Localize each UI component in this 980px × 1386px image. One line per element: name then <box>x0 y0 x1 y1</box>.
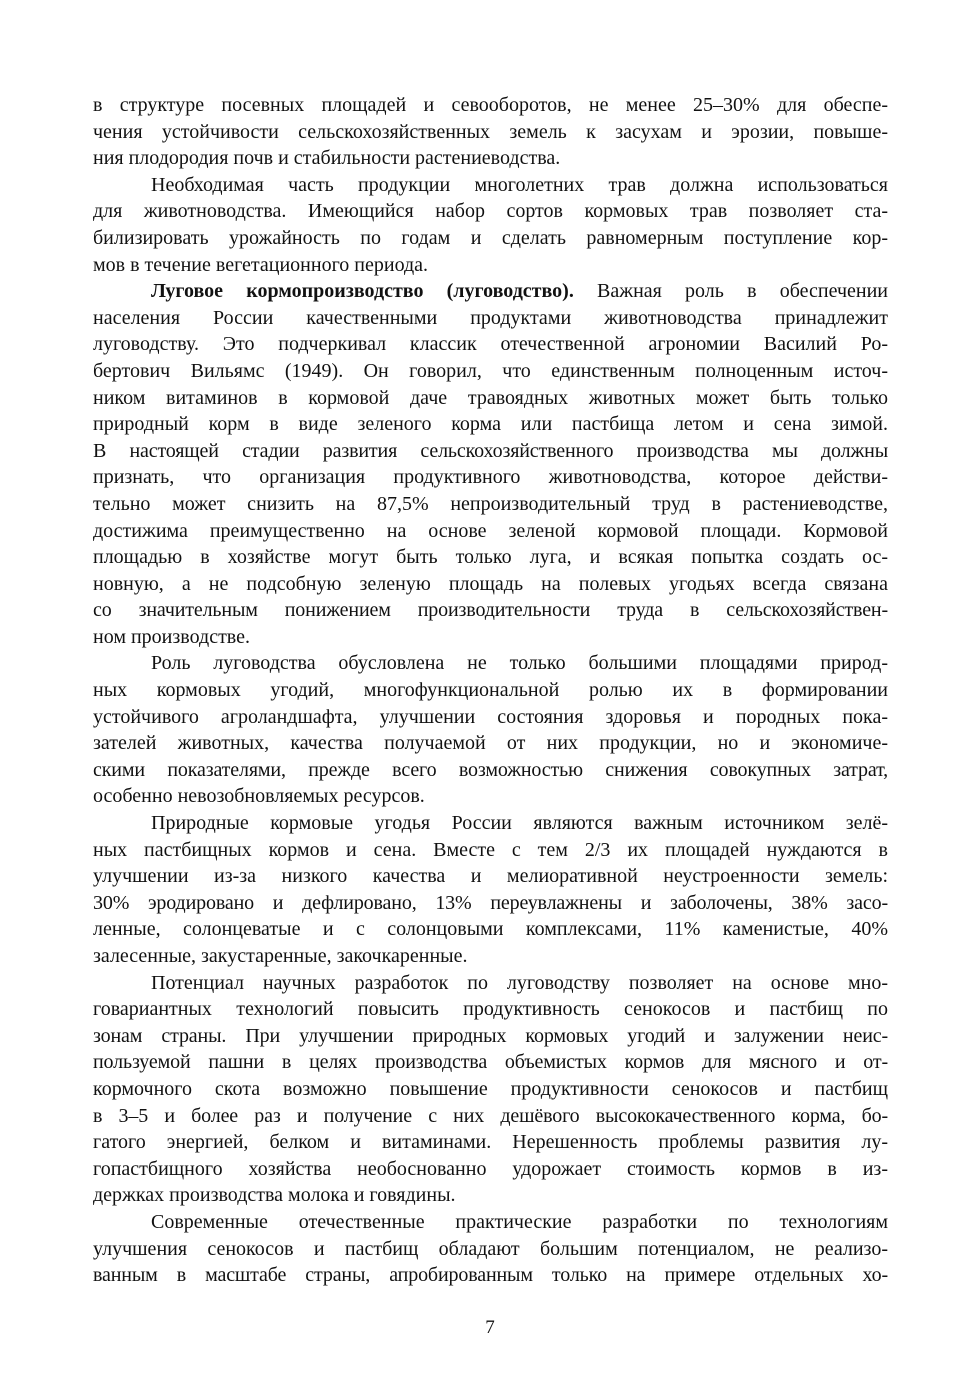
text-line: луговодству. Это подчеркивал классик отечественной агрономии Василий Ро- <box>93 333 888 356</box>
paragraph <box>93 650 888 810</box>
text-line: ных кормовых угодий, многофункциональной ролью их в формировании <box>93 679 888 702</box>
text-line: бертович Вильямс (1949). Он говорил, что единственным полноценным источ- <box>93 359 888 382</box>
text-line: чения устойчивости сельскохозяйственных земель к засухам и эрозии, повыше- <box>93 120 888 143</box>
paragraph <box>93 1209 888 1289</box>
paragraph <box>93 970 888 1209</box>
text-line: в структуре посевных площадей и севооборотов, не менее 25–30% для обеспе- <box>93 94 888 116</box>
text-line: в 3–5 и более раз и получение с них дешёвого высококачественного корма, бо- <box>93 1104 888 1127</box>
body-text <box>93 92 888 1289</box>
text-line: ником витаминов в кормовой даче травоядных животных может быть только <box>93 386 888 409</box>
text-line: ных пастбищных кормов и сена. Вместе с тем 2/3 их площадей нуждаются в <box>93 838 888 861</box>
text-line: держках производства молока и говядины. <box>93 1184 456 1207</box>
text-line: устойчивого агроландшафта, улучшении состояния здоровья и породных пока- <box>93 705 888 728</box>
text-line: ном производстве. <box>93 625 251 648</box>
text-line: кормочного скота возможно повышение продуктивности сенокосов и пастбищ <box>93 1077 888 1100</box>
text-line: зателей животных, качества получаемой от них продукции, но и экономиче- <box>93 732 888 755</box>
paragraph <box>93 92 888 172</box>
paragraph <box>93 810 888 970</box>
text-line: Современные отечественные практические разработки по технологиям <box>151 1210 888 1233</box>
text-line: признать, что организация продуктивного животноводства, которое действи- <box>93 466 888 489</box>
text-line: площадью в хозяйстве могут быть только луга, и всякая попытка создать ос- <box>93 546 888 569</box>
text-line: ленные, солонцеватые и с солонцовыми комплексами, 11% каменистые, 40% <box>93 918 888 941</box>
text-line: Роль луговодства обусловлена не только большими площадями природ- <box>151 652 888 675</box>
text-line: улучшении из-за низкого качества и мелиоративной неустроенности земель: <box>93 865 888 888</box>
text-line: населения России качественными продуктами животноводства принадлежит <box>93 306 888 329</box>
text-line: ния плодородия почв и стабильности растениеводства. <box>93 147 561 170</box>
text-line: новную, а не подсобную зеленую площадь на полевых угодьях всегда связана <box>93 572 888 595</box>
paragraph <box>93 172 888 278</box>
text-line: особенно невозобновляемых ресурсов. <box>93 785 425 808</box>
text-line: достижима преимущественно на основе зеленой кормовой площади. Кормовой <box>93 519 888 542</box>
text-run: Важная роль в обеспечении <box>573 280 889 303</box>
text-line: билизировать урожайность по годам и сделать равномерным поступление кор- <box>93 226 888 249</box>
text-line: тельно может снизить на 87,5% непроизводительный труд в растениеводстве, <box>93 492 888 515</box>
text-line: скими показателями, прежде всего возможностью снижения совокупных затрат, <box>93 758 888 781</box>
text-line: ванным в масштабе страны, апробированным только на примере отдельных хо- <box>93 1264 888 1287</box>
text-line: В настоящей стадии развития сельскохозяйственного производства мы должны <box>93 439 888 462</box>
text-line: улучшения сенокосов и пастбищ обладают большим потенциалом, не реализо- <box>93 1237 888 1260</box>
text-line: залесенные, закустаренные, закочкаренные. <box>93 945 468 967</box>
text-line: пользуемой пашни в целях производства объемистых кормов для мясного и от- <box>93 1051 888 1074</box>
text-line: для животноводства. Имеющийся набор сортов кормовых трав позволяет ста- <box>93 200 888 223</box>
text-line: природный корм в виде зеленого корма или пастбища летом и сена зимой. <box>93 413 888 436</box>
text-line: Природные кормовые угодья России являются важным источником зелё- <box>151 812 888 835</box>
section-heading: Луговое кормопроизводство (луговодство). <box>151 280 574 303</box>
text-line: Необходимая часть продукции многолетних трав должна использоваться <box>151 173 888 196</box>
text-line: гопастбищного хозяйства необоснованно удорожает стоимость кормов в из- <box>93 1157 888 1180</box>
text-line: со значительным понижением производительности труда в сельскохозяйствен- <box>93 599 888 622</box>
text-line: 30% эродировано и дефлировано, 13% переувлажнены и заболочены, 38% засо- <box>93 891 888 914</box>
paragraph <box>93 278 888 650</box>
text-line <box>93 278 888 305</box>
text-line: зонам страны. При улучшении природных кормовых угодий и залужении неис- <box>93 1024 888 1047</box>
text-line: Потенциал научных разработок по луговодству позволяет на основе мно- <box>151 971 888 994</box>
text-line: гатого энергией, белком и витаминами. Нерешенность проблемы развития лу- <box>93 1131 888 1154</box>
page-number: 7 <box>485 1317 495 1338</box>
text-line: говариантных технологий повысить продуктивность сенокосов и пастбищ по <box>93 998 888 1021</box>
text-line: мов в течение вегетационного периода. <box>93 253 429 276</box>
